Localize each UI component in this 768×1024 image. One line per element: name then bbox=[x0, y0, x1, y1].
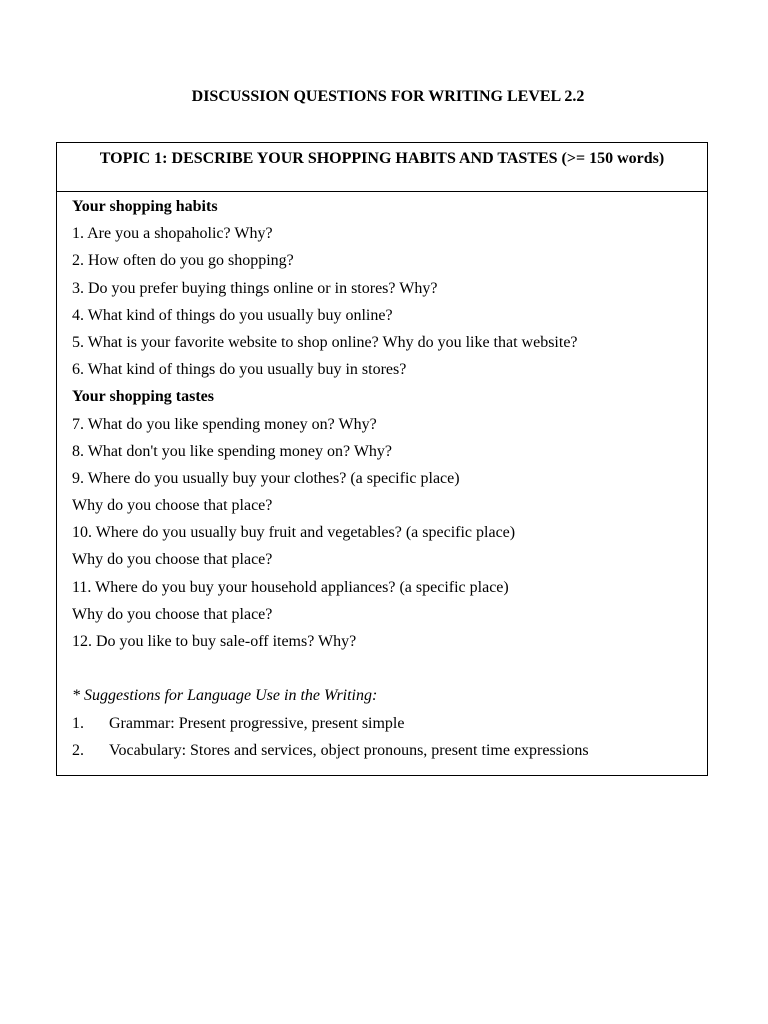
question-item: 12. Do you like to buy sale-off items? Why? bbox=[72, 633, 357, 650]
habits-heading: Your shopping habits bbox=[72, 198, 218, 215]
question-item: 6. What kind of things do you usually buy in stores? bbox=[72, 361, 407, 379]
question-item: 8. What don't you like spending money on? Why? bbox=[72, 442, 393, 460]
question-item: 9. Where do you usually buy your clothes? (a specific place) bbox=[72, 469, 460, 487]
question-item: 11. Where do you buy your household appliances? (a specific place) bbox=[72, 578, 509, 596]
suggestion-number: 1. bbox=[72, 714, 84, 732]
question-item: 1. Are you a shopaholic? Why? bbox=[72, 225, 273, 243]
topic-heading: TOPIC 1: DESCRIBE YOUR SHOPPING HABITS AND TASTES (>= 150 words) bbox=[57, 143, 707, 192]
tastes-heading: Your shopping tastes bbox=[72, 388, 214, 406]
question-item: 10. Where do you usually buy fruit and vegetables? (a specific place) bbox=[72, 524, 516, 542]
spacer bbox=[72, 658, 707, 685]
question-item: Why do you choose that place? bbox=[72, 497, 273, 515]
question-item: Why do you choose that place? bbox=[72, 551, 273, 569]
page-title: DISCUSSION QUESTIONS FOR WRITING LEVEL 2.2 bbox=[191, 88, 585, 105]
question-item: 5. What is your favorite website to shop online? Why do you like that website? bbox=[72, 333, 578, 351]
question-item: 7. What do you like spending money on? Why? bbox=[72, 415, 377, 433]
suggestion-item bbox=[72, 740, 707, 767]
suggestion-number: 2. bbox=[72, 741, 84, 759]
question-item: Why do you choose that place? bbox=[72, 605, 273, 623]
topic-table bbox=[56, 142, 708, 776]
questions-cell bbox=[57, 192, 707, 767]
suggestion-text: Vocabulary: Stores and services, object pronouns, present time expressions bbox=[109, 741, 589, 759]
suggestion-text: Grammar: Present progressive, present simple bbox=[109, 714, 405, 732]
question-item: 4. What kind of things do you usually buy online? bbox=[72, 306, 393, 324]
question-item: 3. Do you prefer buying things online or in stores? Why? bbox=[72, 279, 438, 297]
suggestion-item bbox=[72, 713, 707, 740]
suggestions-heading: * Suggestions for Language Use in the Writing: bbox=[72, 687, 378, 705]
question-item: 2. How often do you go shopping? bbox=[72, 252, 294, 270]
